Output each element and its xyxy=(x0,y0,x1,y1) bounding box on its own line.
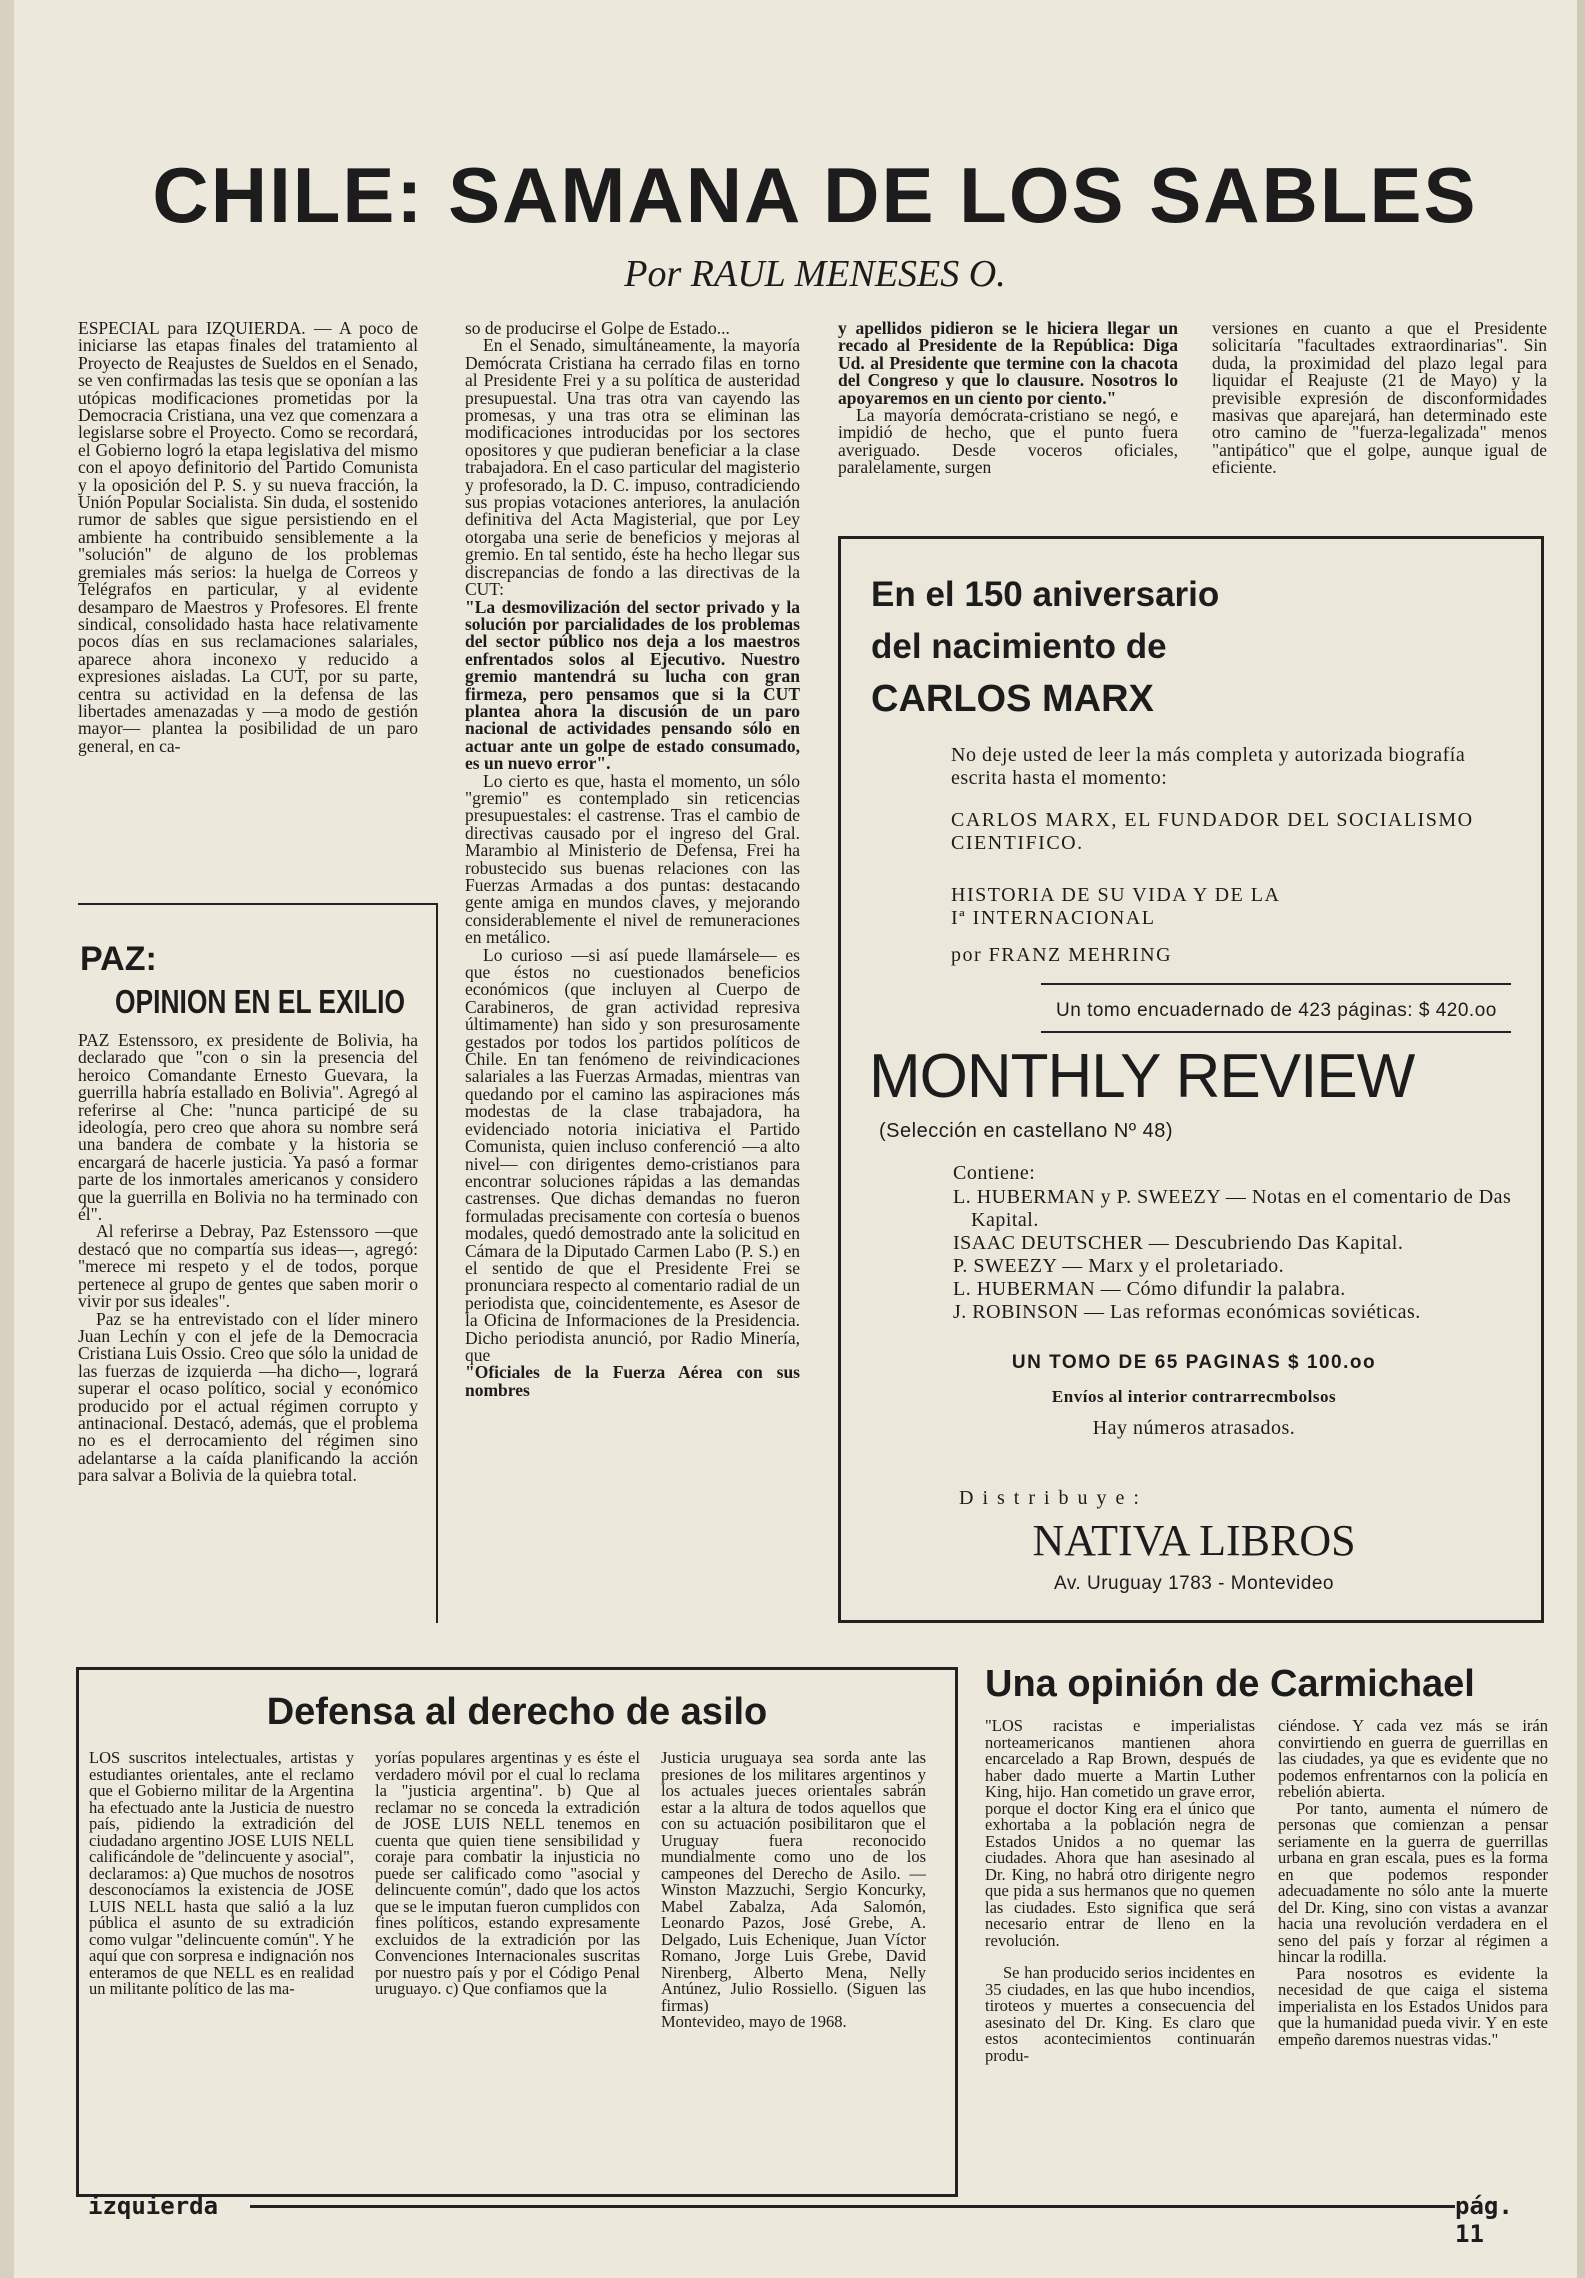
article-quote: "Oficiales de la Fuerza Aérea con sus nombres xyxy=(465,1362,800,1400)
carmichael-column-1 xyxy=(985,1718,1255,2188)
asilo-box xyxy=(76,1667,958,2197)
article-column-3 xyxy=(838,320,1178,495)
paz-top-rule xyxy=(78,903,436,905)
ad-back-issues: Hay números atrasados. xyxy=(1092,1417,1296,1439)
carmichael-paragraph: ciéndose. Y cada vez más se irán convirtiendo en guerra de guerrillas en las ciudades, ya que es evidente que no podemos enfrentarnos con la policía en rebelión abierta. xyxy=(1278,1716,1548,1801)
ad-book2-title: HISTORIA DE SU VIDA Y DE LA Iª INTERNACIONAL xyxy=(951,884,1280,929)
article-quote: "La desmovilización del sector privado y la solución por parcialidades de los problemas del sector público nos deja a los maestros enfrentados solos al Ejecutivo. Nuestro gremio mantendrá su lucha con gran firmeza, pero pensamos que si la CUT plantea ahora la discusión de un paro nacional de actividades pensando sólo en actuar ante un golpe de estado consumado, es un nuevo error". xyxy=(465,596,800,774)
ad-price-1: Un tomo encuadernado de 423 páginas: $ 420.oo xyxy=(1056,1000,1497,1021)
article-byline: Por RAUL MENESES O. xyxy=(624,253,1006,295)
article-paragraph: so de producirse el Golpe de Estado... xyxy=(465,318,730,338)
paz-side-rule xyxy=(436,903,438,1623)
ad-distributor-name: NATIVA LIBROS xyxy=(1032,1516,1356,1565)
ad-contents-label: Contiene: xyxy=(953,1162,1036,1184)
ad-contents-item: L. HUBERMAN y P. SWEEZY — Notas en el comentario de Das Kapital. xyxy=(953,1186,1512,1231)
ad-title-line: En el 150 aniversario xyxy=(871,575,1220,614)
paz-kicker: PAZ: xyxy=(80,940,157,978)
footer-rule xyxy=(250,2205,1455,2208)
article-headline: CHILE: SAMANA DE LOS SABLES xyxy=(152,151,1478,239)
article-column-4 xyxy=(1212,320,1547,495)
carmichael-title: Una opinión de Carmichael xyxy=(985,1663,1475,1705)
monthly-review-subtitle: (Selección en castellano Nº 48) xyxy=(879,1120,1174,1142)
asilo-column-3 xyxy=(661,1750,926,2190)
ad-address: Av. Uruguay 1783 - Montevideo xyxy=(1054,1573,1334,1594)
asilo-date: Montevideo, mayo de 1968. xyxy=(661,2012,847,2031)
page-edge-left xyxy=(0,0,14,2278)
ad-intro: No deje usted de leer la más completa y autorizada biografía escrita hasta el momento: xyxy=(951,744,1466,789)
asilo-title: Defensa al derecho de asilo xyxy=(266,1691,768,1733)
ad-contents-item: J. ROBINSON — Las reformas económicas soviéticas. xyxy=(953,1301,1421,1323)
article-paragraph: En el Senado, simultáneamente, la mayoría Demócrata Cristiana ha cerrado filas en torno al Presidente Frei y a su política de austeridad presupuestal. Una tras otra van cayendo las promesas, y una tras otra se eliminan las modificaciones introducidas por los sectores opositores y que pudieran beneficiar a la clase trabajadora. En el caso particular del magisterio y profesorado, la D. C. impuso, contradiciendo sus propias votaciones anteriores, la anulación definitiva del Acta Magisterial, que por Ley otorgaba una serie de beneficios y mejoras al gremio. En tal sentido, éste ha hecho llegar sus discrepancias de fondo a las directivas de la CUT: xyxy=(465,335,800,600)
ad-rule xyxy=(1041,983,1511,985)
carmichael-paragraph: Para nosotros es evidente la necesidad de que caiga el sistema imperialista en los Estados Unidos para que la humanidad pueda vivir. Y en este empeño daremos nuestras vidas." xyxy=(1278,1963,1548,2049)
ad-price-2: UN TOMO DE 65 PAGINAS $ 100.oo xyxy=(1011,1352,1377,1373)
ad-title-line: CARLOS MARX xyxy=(871,678,1154,720)
book-advertisement xyxy=(838,536,1544,1623)
article-quote: y apellidos pidieron se le hiciera llegar un recado al Presidente de la República: Diga Ud. al Presidente que termine con la chacota del Congreso y que lo clausure. Nosotros lo apoyaremos en un ciento por ciento." xyxy=(838,318,1178,408)
footer-publication: izquierda xyxy=(88,2192,219,2220)
carmichael-paragraph: Por tanto, aumenta el número de personas que comienzan a pensar seriamente en la guerra de guerrillas urbana en gran escala, pues es la forma en que podemos responder adecuadamente no sólo ante la muerte del Dr. King, sino con vistas a avanzar hacia una revolución verdadera en el seno del país y forzar al régimen a hincar la rodilla. xyxy=(1278,1798,1548,1966)
ad-contents-item: P. SWEEZY — Marx y el proletariado. xyxy=(953,1255,1285,1277)
paz-paragraph: PAZ Estenssoro, ex presidente de Bolivia, ha declarado que "con o sin la presencia del heroico Comandante Ernesto Guevara, la guerrilla habría estallado en Bolivia". Agregó al referirse al Che: "nunca participé de su ideología, pero creo que ahora su nombre será una bandera de combate y la historia se encargará de hacerle justicia. Ya pasó a formar parte de los inmortales americanos y considero que la guerrilla en Bolivia no ha terminado con él". xyxy=(78,1030,418,1225)
article-column-1 xyxy=(78,320,418,880)
article-paragraph: versiones en cuanto a que el Presidente solicitaría "facultades extraordinarias". Sin duda, la proximidad del plazo legal para liquidar el Reajuste (21 de Mayo) y la previsible expresión de disconformidades masivas que aparejará, han determinado este otro camino de "fuerza-legalizada" menos "antipático" que el golpe, aunque igual de eficiente. xyxy=(1212,318,1547,478)
monthly-review-title: MONTHLY REVIEW xyxy=(869,1042,1415,1111)
carmichael-paragraph: "LOS racistas e imperialistas norteamericanos mantienen ahora encarcelado a Rap Brown, después de haber dado muerte a Martin Luther King, hijo. Han cometido un grave error, porque el doctor King era el único que exhortaba a la población negra de Estados Unidos a no quemar las ciudades. Ahora que han asesinado al Dr. King, no habrá otro dirigente negro que pida a sus hermanos que no quemen las ciudades. Esto significa que será necesario entrar de lleno en la revolución. xyxy=(985,1716,1255,1950)
article-paragraph: Lo cierto es que, hasta el momento, un sólo "gremio" es contemplado sin reticencias presupuestales: el castrense. Tras el cambio de directivas causado por el ingreso del Gral. Marambio al Ministerio de Defensa, Frei ha robustecido sus buenas relaciones con las Fuerzas Armadas a dos puntas: destacando gente amiga en mundos claves, y mejorando considerablemente el nivel de remuneraciones en metálico. xyxy=(465,770,800,948)
ad-contents-item: ISAAC DEUTSCHER — Descubriendo Das Kapital. xyxy=(953,1232,1404,1254)
article-paragraph: La mayoría demócrata-cristiano se negó, e impidió de hecho, que el punto fuera averiguado. Desde voceros oficiales, paralelamente, surgen xyxy=(838,405,1178,478)
footer-page-number: pág. 11 xyxy=(1455,2192,1513,2248)
page-edge-right xyxy=(1577,0,1585,2278)
asilo-signatures: Justicia uruguaya sea sorda ante las presiones de los militares argentinos y los actuales jueces orientales sabrán estar a la altura de todos aquellos que con su actuación posibilitaron que el Uruguay fuera reconocido mundialmente como uno de los campeones del Derecho de Asilo. — Winston Mazzuchi, Sergio Koncurky, Mabel Zabalza, Ada Salomón, Leonardo Pazos, José Grebe, A. Delgado, Luis Echenique, Juan Víctor Romano, Jorge Luis Grebe, David Nirenberg, Alberto Mena, Nelly Antúnez, Julio Rossiello. (Siguen las firmas) xyxy=(661,1748,926,2015)
ad-distributor-label: Distribuye: xyxy=(959,1487,1148,1509)
article-paragraph: ESPECIAL para IZQUIERDA. — A poco de iniciarse las etapas finales del tratamiento al Proyecto de Reajustes de Sueldos en el Senado, se ven confirmadas las tesis que se oponían a las utópicas modificaciones prometidas por la Democracia Cristiana, una vez que comenzara a legislarse sobre el Proyecto. Como se recordará, el Gobierno logró la etapa legislativa del mismo con el apoyo definitorio del Partido Comunista y la oposición del P. S. y su nueva fracción, la Unión Popular Socialista. Sin duda, el sostenido rumor de sables que sigue persistiendo en el ambiente ha contribuido sensiblemente a la "solución" de alguno de los problemas gremiales más serios: la huelga de Correos y Telégrafos en particular, y al evidente desamparo de Maestros y Profesores. El frente sindical, consolidado hasta hace relativamente pocos días en sus reclamaciones salariales, aparece ahora inconexo y reducido a expresiones aisladas. La CUT, por su parte, centra su actividad en la defensa de las libertades amenazadas y —a modo de gestión mayor— plantea la posibilidad de un paro general, en ca- xyxy=(78,318,418,756)
ad-shipping: Envíos al interior contrarrecmbolsos xyxy=(1051,1387,1337,1406)
paz-body xyxy=(78,1032,418,1622)
paz-paragraph: Al referirse a Debray, Paz Estenssoro —que destacó que no compartía sus ideas—, agregó: "merece mi respeto y el de todos, porque pertenece al grupo de gentes que saben morir o vivir por sus ideales". xyxy=(78,1221,418,1312)
ad-title-line: del nacimiento de xyxy=(871,627,1167,666)
article-column-2 xyxy=(465,320,800,1620)
carmichael-paragraph: Se han producido serios incidentes en 35 ciudades, en las que hubo incendios, tiroteos y muertes a consecuencia del asesinato del Dr. King. Es claro que estos acontecimientos continuarán produ- xyxy=(985,1963,1255,2065)
carmichael-column-2 xyxy=(1278,1718,1548,2188)
asilo-column-1: LOS suscritos intelectuales, artistas y estudiantes orientales, ante el reclamo que el Gobierno militar de la Argentina ha efectuado ante la Justicia de nuestro país, pidiendo la extradición del ciudadano argentino JOSE LUIS NELL calificándole de "delincuente y asocial", declaramos: a) Que muchos de nosotros desconocíamos la existencia de JOSE LUIS NELL hasta que salió a la luz pública el asunto de su extradición como vulgar "delincuente común". Y he aquí que con sorpresa e indignación nos enteramos de que NELL es en realidad un militante político de las ma- xyxy=(89,1748,354,1998)
ad-author: por FRANZ MEHRING xyxy=(951,944,1173,966)
asilo-column-2: yorías populares argentinas y es éste el verdadero móvil por el cual lo reclama la "justicia argentina". b) Que al reclamar no se conceda la extradición de JOSE LUIS NELL tenemos en cuenta que quien tiene sensibilidad y coraje para combatir la injusticia no puede ser calificado como "asocial y delincuente común", dado que los actos que se le imputan fueron cumplidos con fines políticos, estando expresamente excluidos de la extradición por las Convenciones Internacionales suscritas por nuestro país y por el Código Penal uruguayo. c) Que confiamos que la xyxy=(375,1748,640,1998)
paz-paragraph: Paz se ha entrevistado con el líder minero Juan Lechín y con el jefe de la Democracia Cristiana Luis Ossio. Creo que sólo la unidad de las fuerzas de izquierda —ha dicho—, logrará superar el ocaso político, social y económico producido por el actual régimen corrupto y antinacional. Destacó, además, que el problema no es el derrocamiento del régimen sino adelantarse a la caída planificando la acción para salvar a Bolivia de la quiebra total. xyxy=(78,1308,418,1486)
ad-contents-item: L. HUBERMAN — Cómo difundir la palabra. xyxy=(953,1278,1346,1300)
ad-contents-list xyxy=(953,1186,1533,1324)
article-paragraph: Lo curioso —si así puede llamársele— es que éstos no cuestionados beneficios económicos (que incluyen al Cuerpo de Carabineros, de gran actividad represiva últimamente) han sido y son presurosamente gestados por todos los partidos políticos de Chile. En tan fenómeno de reivindicaciones salariales a las Fuerzas Armadas, mientras van quedando por el camino las aspiraciones más modestas de la clase trabajadora, ha evidenciado notoria iniciativa el Partido Comunista, quien incluso conferenció —a alto nivel— con dirigentes demo-cristianos para encontrar soluciones rápidas a las demandas castrenses. Que dichas demandas no fueron formuladas precisamente con cortesía o buenos modales, quedó demostrado ante la solicitud en Cámara de la Diputado Carmen Labo (P. S.) en el sentido de que el Presidente Frei se pronunciara respecto al comentario radial de un periodista que, coincidentemente, es Asesor de la Oficina de Informaciones de la Presidencia. Dicho periodista anunció, por Radio Minería, que xyxy=(465,944,800,1365)
ad-book1-title: CARLOS MARX, EL FUNDADOR DEL SOCIALISMO CIENTIFICO. xyxy=(951,809,1474,854)
paz-title: OPINION EN EL EXILIO xyxy=(115,983,405,1020)
ad-rule xyxy=(1041,1031,1511,1033)
ad-title xyxy=(871,569,1511,725)
